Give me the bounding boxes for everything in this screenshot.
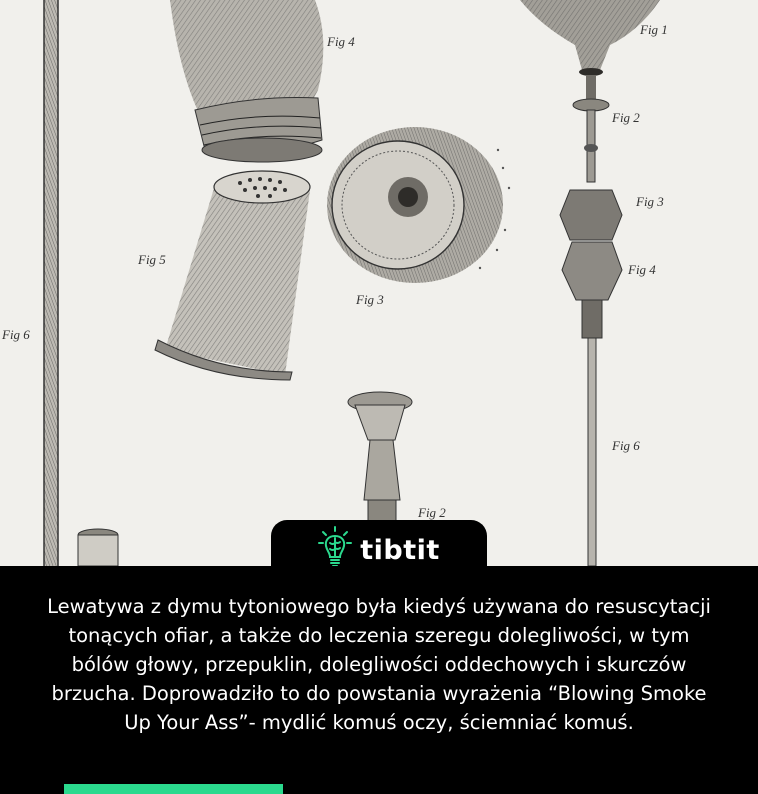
left-tube	[44, 0, 58, 566]
ring-fig3	[327, 127, 503, 283]
accent-bar	[64, 784, 283, 794]
fig-label: Fig 2	[612, 110, 640, 125]
fig-label: Fig 3	[356, 292, 384, 307]
right-assembly	[520, 0, 660, 566]
brand-name: tibtit	[360, 534, 440, 566]
fig-label: Fig 1	[640, 22, 668, 37]
fig-label: Fig 4	[628, 262, 656, 277]
bulb-fig4	[170, 0, 323, 162]
caption-text: Lewatywa z dymu tytoniowego była kiedyś używana do resuscytacji tonących ofiar, a także do leczenia szeregu dolegliwości, w tym bólów głowy, przepuklin, dolegliwości oddechowych i skurczów brzucha. Doprowadziło to do powstania wyrażenia “Blowing Smoke Up Your Ass”- mydlić komuś oczy, ściemniać komuś.	[47, 595, 711, 734]
small-fitting	[78, 529, 118, 566]
caption-panel	[0, 566, 758, 794]
nozzle-fig2	[348, 392, 412, 530]
fig-label: Fig 4	[327, 34, 355, 49]
fig-label: Fig 6	[612, 438, 640, 453]
fig-label: Fig 2	[418, 505, 446, 520]
fig-label: Fig 5	[138, 252, 166, 267]
fig-label: Fig 6	[2, 327, 30, 342]
fig-label: Fig 3	[636, 194, 664, 209]
cup-fig5	[155, 171, 310, 380]
